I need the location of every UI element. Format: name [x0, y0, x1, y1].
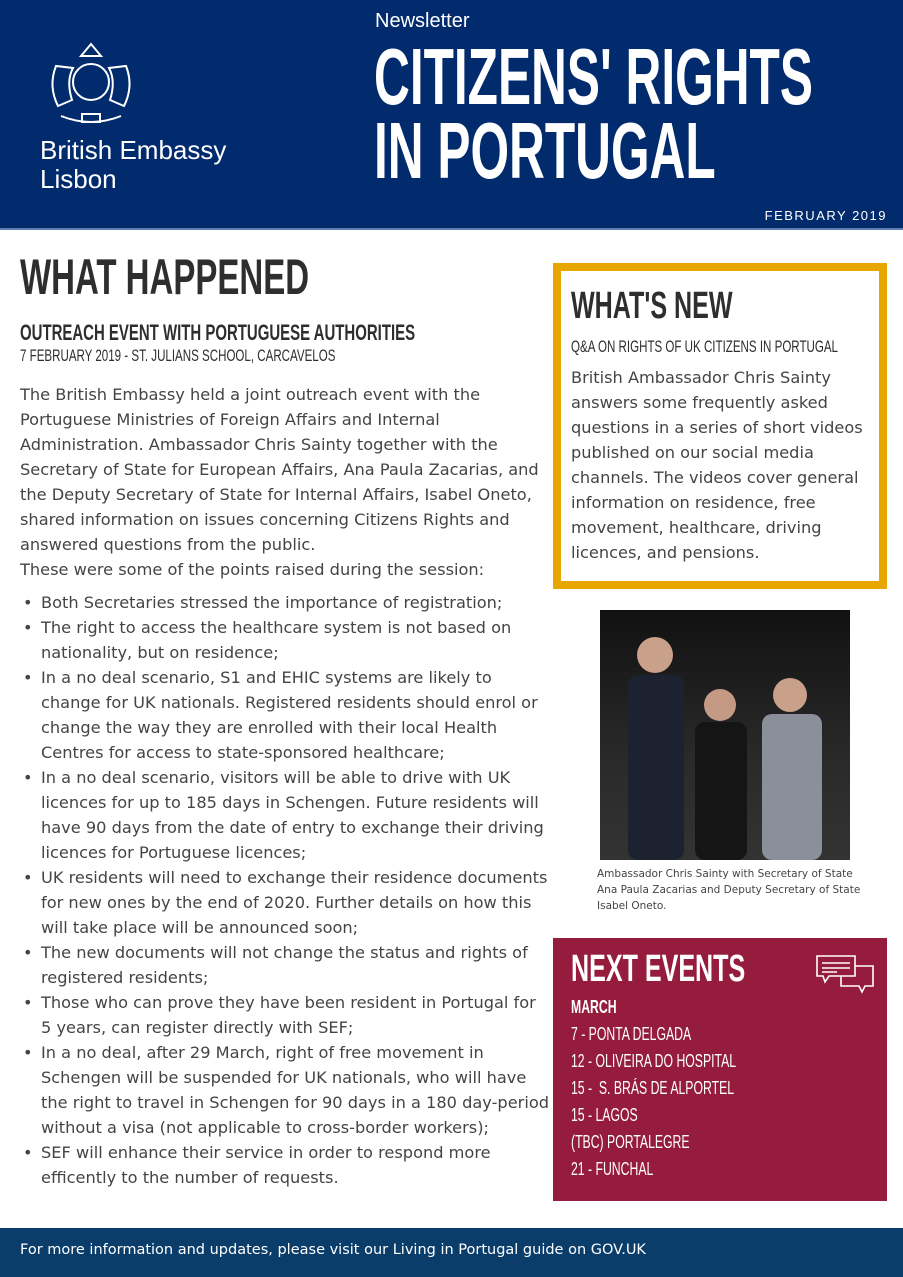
embassy-name	[40, 136, 226, 194]
event-item: 15 - LAGOS	[571, 1105, 638, 1125]
title-line-2: IN PORTUGAL	[374, 106, 716, 195]
article-intro: The British Embassy held a joint outreach event with the Portuguese Ministries of Foreign Affairs and Internal Administration. Ambassador Chris Sainty together with the Secretary of State for European Affairs, Ana Paula Zacarias, and the Deputy Secretary of State for Internal Affairs, Isabel Oneto, shared information on issues concerning Citizens Rights and answered questions from the public.	[20, 385, 539, 554]
whats-new-body: British Ambassador Chris Sainty answers some frequently asked questions in a series of short videos published on our social media channels. The videos cover general information on residence, free movement, healthcare, driving licences, and pensions.	[571, 368, 863, 562]
issue-date: FEBRUARY 2019	[764, 208, 887, 223]
kicker: Newsletter	[375, 10, 470, 32]
org-line-1: British Embassy	[40, 135, 227, 165]
newsletter-title	[374, 32, 903, 195]
list-item: • In a no deal, after 29 March, right of free movement in Schengen will be suspended for UK nationals, who will have the right to travel in Schengen for 90 days in a 180 day-period without a visa (not applicable to cross-border workers);	[41, 1040, 550, 1140]
events-month: MARCH	[571, 997, 617, 1017]
whats-new-subheading: Q&A ON RIGHTS OF UK CITIZENS IN PORTUGAL	[571, 337, 838, 356]
header	[0, 0, 903, 230]
list-item: • Both Secretaries stressed the importance of registration;	[41, 590, 550, 615]
points-list	[41, 590, 550, 1190]
title-line-1: CITIZENS' RIGHTS	[374, 32, 813, 121]
article-lead: These were some of the points raised during the session:	[20, 560, 485, 579]
list-item: • The right to access the healthcare system is not based on nationality, but on residence;	[41, 615, 550, 665]
footer-text: For more information and updates, please visit our Living in Portugal guide on GOV.UK	[20, 1242, 646, 1258]
royal-coat-of-arms-icon	[36, 36, 146, 128]
article-title: OUTREACH EVENT WITH PORTUGUESE AUTHORITIES	[20, 320, 416, 345]
event-item: 12 - OLIVEIRA DO HOSPITAL	[571, 1051, 737, 1071]
list-item: • The new documents will not change the status and rights of registered residents;	[41, 940, 550, 990]
list-item: • In a no deal scenario, visitors will be able to drive with UK licences for up to 185 days in Schengen. Future residents will have 90 days from the date of entry to exchange their driving licences for Portuguese licences;	[41, 765, 550, 865]
events-heading: NEXT EVENTS	[571, 948, 746, 990]
what-happened-section	[20, 248, 550, 1190]
list-item: • SEF will enhance their service in order to respond more efficently to the number of requests.	[41, 1140, 550, 1190]
people-photo-icon	[600, 610, 850, 860]
article-dateline: 7 FEBRUARY 2019 - ST. JULIANS SCHOOL, CARCAVELOS	[20, 346, 336, 365]
whats-new-heading: WHAT'S NEW	[571, 285, 733, 327]
chat-bubbles-icon	[815, 954, 875, 994]
list-item: • UK residents will need to exchange their residence documents for new ones by the end of 2020. Further details on how this will take place will be announced soon;	[41, 865, 550, 940]
footer	[0, 1228, 903, 1277]
list-item: • In a no deal scenario, S1 and EHIC systems are likely to change for UK nationals. Registered residents should enrol or change the way they are enrolled with their local Health Centres for access to state-sponsored healthcare;	[41, 665, 550, 765]
event-item: (TBC) PORTALEGRE	[571, 1132, 690, 1152]
whats-new-box	[553, 263, 887, 589]
section-heading: WHAT HAPPENED	[20, 249, 310, 305]
next-events-box	[553, 938, 887, 1201]
list-item: • Those who can prove they have been resident in Portugal for 5 years, can register directly with SEF;	[41, 990, 550, 1040]
photo-caption: Ambassador Chris Sainty with Secretary of State Ana Paula Zacarias and Deputy Secretary of State Isabel Oneto.	[597, 868, 861, 912]
org-line-2: Lisbon	[40, 164, 117, 194]
event-item: 15 - S. BRÁS DE ALPORTEL	[571, 1078, 735, 1098]
event-photo	[600, 610, 850, 860]
event-item: 21 - FUNCHAL	[571, 1159, 654, 1179]
event-item: 7 - PONTA DELGADA	[571, 1024, 692, 1044]
